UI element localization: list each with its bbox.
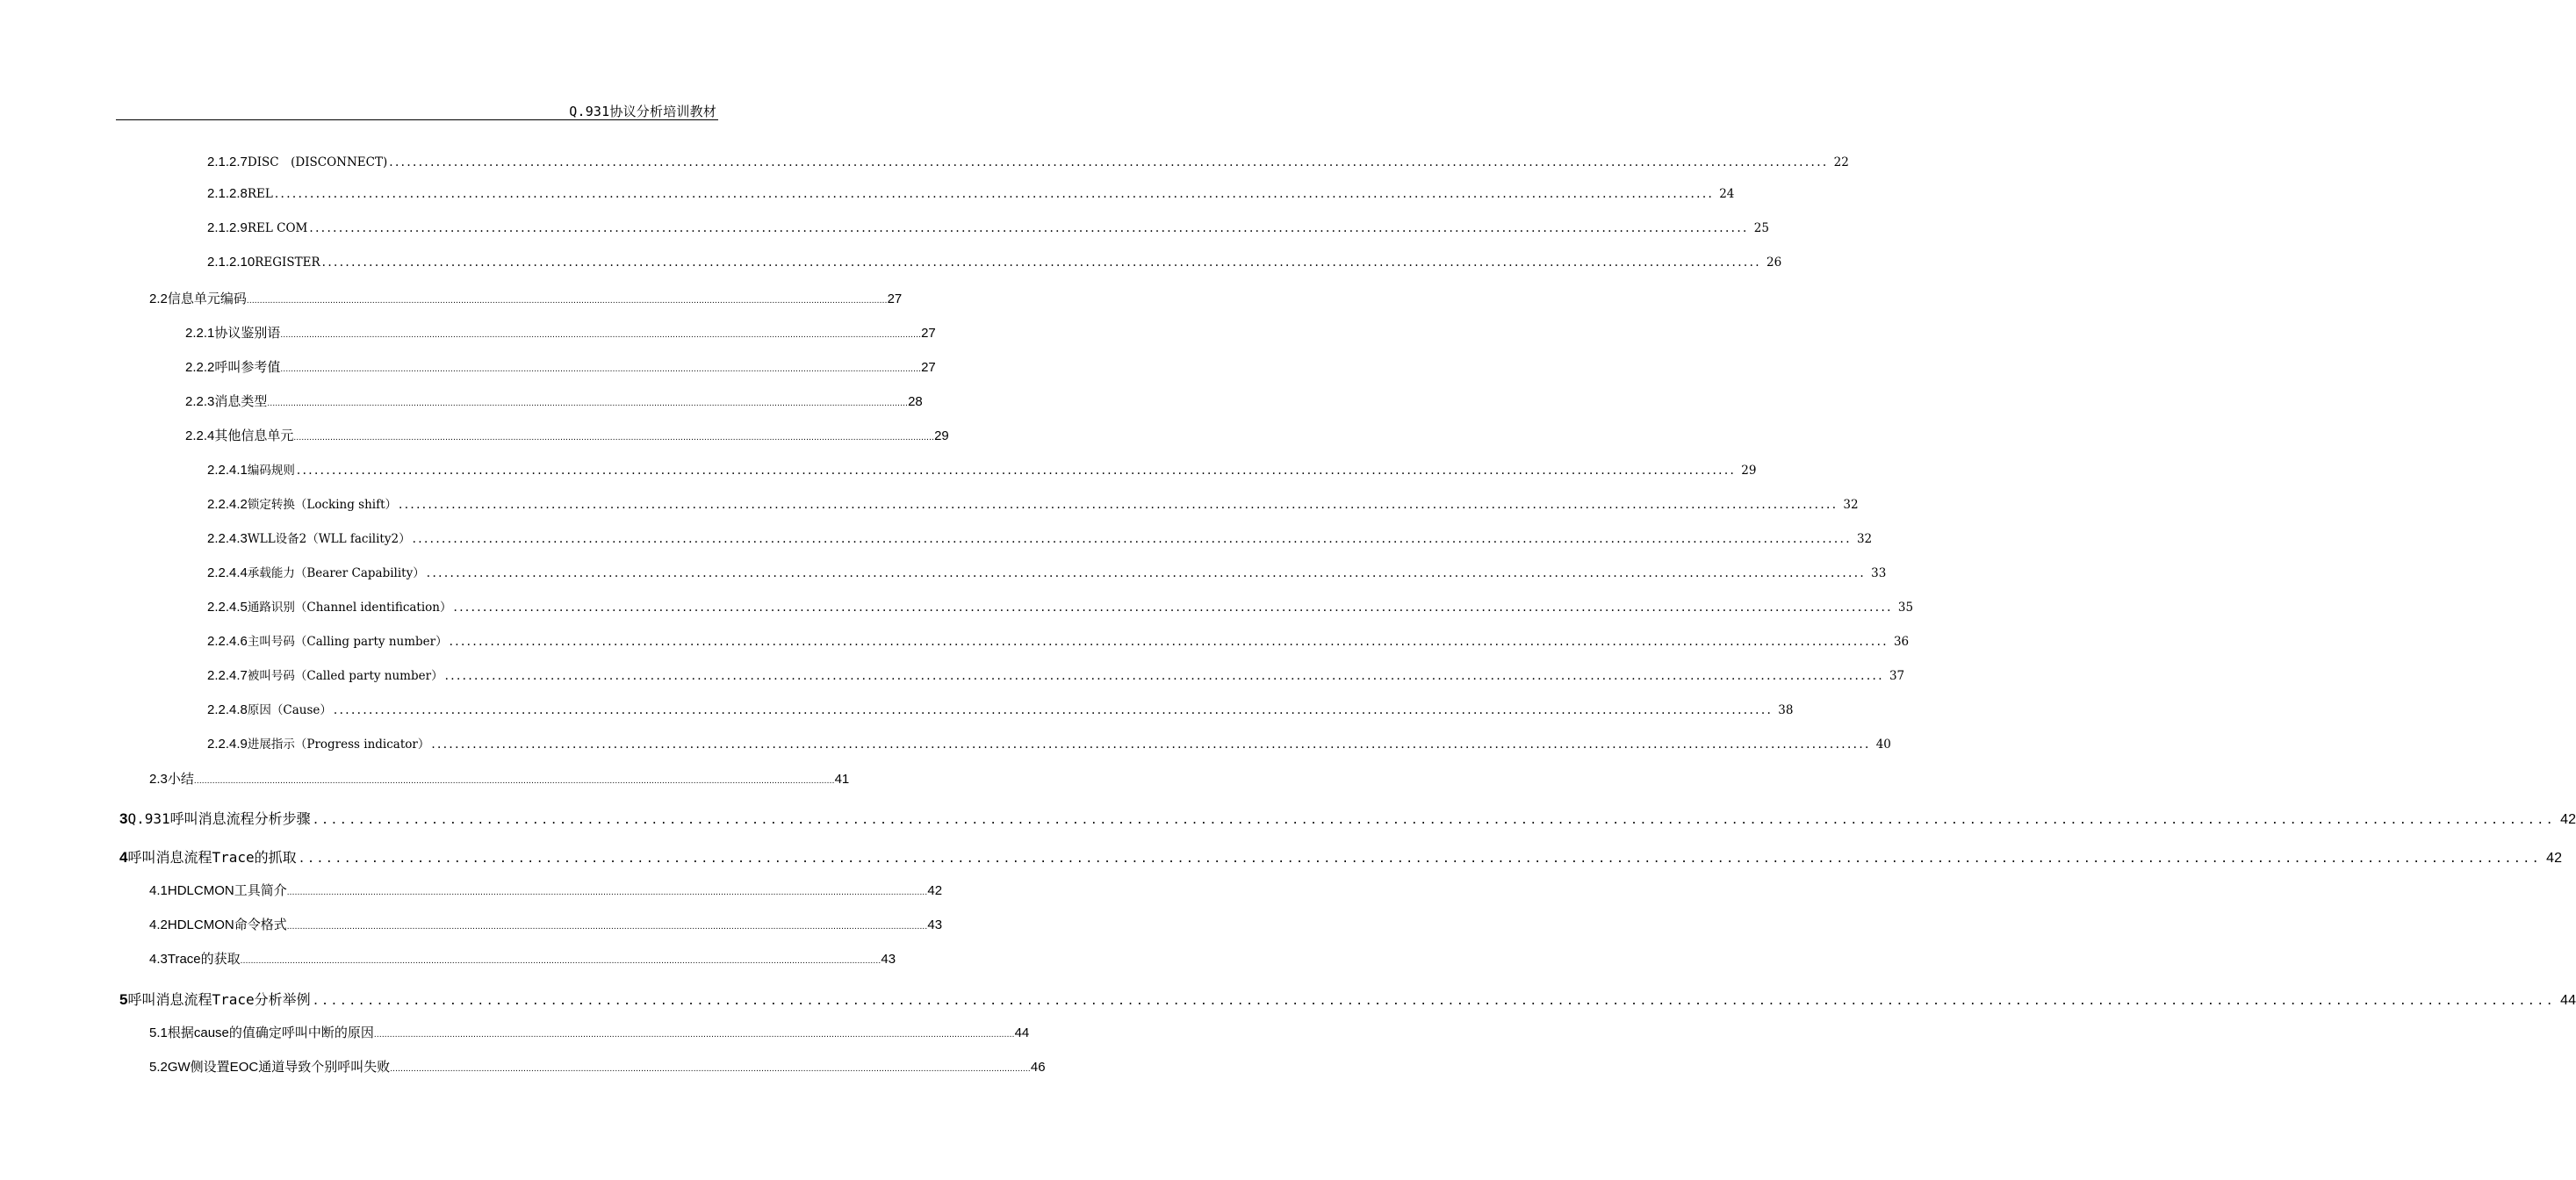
toc-entry-page: 44 <box>1014 1025 1030 1040</box>
toc-entry[interactable] <box>207 186 1735 207</box>
toc-entry[interactable] <box>149 915 943 936</box>
toc-entry[interactable] <box>185 392 923 413</box>
toc-leader-dots: ..................................................................................................................................................................................................................................................... <box>286 888 928 897</box>
toc-leader-dots: ..................................................................................................................................................................................................................................................... <box>399 498 1838 512</box>
toc-entry[interactable] <box>207 631 1910 652</box>
toc-entry-number: 4 <box>119 849 128 866</box>
toc-leader-dots: ..................................................................................................................................................................................................................................................... <box>373 1030 1015 1040</box>
toc-entry[interactable] <box>207 494 1859 515</box>
toc-entry-number: 3 <box>119 810 128 827</box>
toc-entry-number: 2.2.4.3 <box>207 531 248 546</box>
toc-entry-title: 其他信息单元 <box>214 428 294 443</box>
toc-entry-title: 消息类型 <box>214 394 268 409</box>
toc-entry-title: 信息单元编码 <box>167 291 247 306</box>
toc-leader-dots: ..................................................................................................................................................................................................................................................... <box>412 532 1852 546</box>
toc-entry[interactable] <box>207 563 1887 584</box>
toc-leader-dots: ..................................................................................................................................................................................................................................................... <box>246 296 888 306</box>
toc-entry-number: 2.1.2.8 <box>207 186 248 201</box>
toc-entry-title: 承载能力（Bearer Capability） <box>247 566 425 580</box>
toc-entry-number: 2.1.2.7 <box>207 155 248 169</box>
toc-entry-title: GW侧设置EOC通道导致个别呼叫失败 <box>167 1060 391 1075</box>
toc-entry-page: 27 <box>921 360 936 375</box>
toc-entry-number: 2.2.2 <box>185 360 215 375</box>
toc-leader-dots: ..................................................................................................................................................................................................................................................... <box>333 703 1774 717</box>
toc-entry-title: 呼叫消息流程Trace的抓取 <box>127 849 297 866</box>
toc-entry-title: Trace的获取 <box>167 952 241 967</box>
toc-entry[interactable] <box>149 1057 1046 1078</box>
toc-entry-page: 46 <box>1030 1060 1046 1075</box>
toc-entry-page: 44 <box>2560 993 2576 1008</box>
toc-entry-page: 37 <box>1889 669 1905 683</box>
toc-leader-dots: ..................................................................................................................................................................................................................................................... <box>267 399 909 408</box>
toc-entry-title: 小结 <box>167 772 194 787</box>
toc-entry-number: 5.1 <box>149 1025 168 1040</box>
toc-entry-number: 2.2 <box>149 291 168 306</box>
toc-entry-page: 33 <box>1871 566 1887 580</box>
toc-entry-title: 通路识别（Channel identification） <box>247 601 452 615</box>
toc-entry[interactable] <box>207 220 1769 241</box>
toc-entry-number: 2.2.1 <box>185 326 215 341</box>
toc-entry-title: WLL设备2（WLL facility2） <box>247 532 411 546</box>
toc-leader-dots: ..................................................................................................................................................................................................................................................... <box>296 464 1737 478</box>
toc-entry-number: 2.2.4.7 <box>207 668 248 683</box>
toc-entry-number: 2.2.4 <box>185 428 215 443</box>
toc-leader-dots: ..................................................................................................................................................................................................................................................... <box>390 1064 1031 1074</box>
toc-chapter-entry[interactable] <box>119 989 2576 1010</box>
toc-entry-page: 42 <box>927 883 943 898</box>
toc-leader-dots: ..................................................................................................................................................................................................................................................... <box>286 922 928 932</box>
toc-entry-title: 协议鉴别语 <box>214 326 281 341</box>
toc-leader-dots: ..................................................................................................................................................................................................................................................... <box>389 155 1829 169</box>
toc-entry[interactable] <box>207 460 1757 481</box>
toc-entry-title: 原因（Cause） <box>247 703 332 717</box>
toc-leader-dots: ..................................................................................................................................................................................................................................................... <box>293 433 935 442</box>
toc-entry-number: 4.2 <box>149 917 168 932</box>
toc-entry-page: 24 <box>1719 187 1735 201</box>
toc-entry-page: 42 <box>2546 851 2562 866</box>
header-rule <box>116 119 718 120</box>
toc-entry[interactable] <box>207 152 1849 173</box>
toc-entry-page: 35 <box>1897 601 1914 615</box>
toc-leader-dots: ..................................................................................................................................................................................................................................................... <box>280 330 922 340</box>
toc-entry-number: 2.2.4.5 <box>207 600 248 615</box>
toc-entry-title: 锁定转换（Locking shift） <box>247 498 398 512</box>
toc-leader-dots: ..................................................................................................................................................................................................................................................... <box>431 738 1871 752</box>
toc-entry[interactable] <box>185 323 936 344</box>
toc-entry[interactable] <box>185 426 949 447</box>
toc-entry-title: HDLCMON工具简介 <box>167 883 287 898</box>
toc-leader-dots: ..................................................................................................................................................................................................................................................... <box>453 601 1893 615</box>
toc-entry[interactable] <box>207 529 1873 550</box>
toc-leader-dots: ..................................................................................................................................................................................................................................................... <box>312 814 2556 827</box>
toc-leader-dots: ..................................................................................................................................................................................................................................................... <box>321 255 1761 270</box>
toc-entry-title: REGISTER <box>255 255 320 270</box>
toc-entry-number: 4.1 <box>149 883 168 898</box>
toc-leader-dots: ..................................................................................................................................................................................................................................................... <box>449 635 1889 649</box>
toc-leader-dots: ..................................................................................................................................................................................................................................................... <box>280 364 922 374</box>
toc-entry-page: 36 <box>1893 635 1910 649</box>
toc-leader-dots: ..................................................................................................................................................................................................................................................... <box>240 956 881 966</box>
toc-entry-page: 43 <box>881 952 896 967</box>
toc-entry[interactable] <box>207 734 1891 755</box>
toc-entry-title: HDLCMON命令格式 <box>167 917 287 932</box>
toc-entry-page: 25 <box>1753 221 1769 235</box>
toc-entry-page: 32 <box>1856 532 1873 546</box>
toc-chapter-entry[interactable] <box>119 846 2562 867</box>
toc-leader-dots: ..................................................................................................................................................................................................................................................... <box>444 669 1884 683</box>
toc-entry-page: 29 <box>934 428 949 443</box>
toc-entry-number: 2.2.4.2 <box>207 497 248 512</box>
toc-entry-title: 主叫号码（Calling party number） <box>247 635 448 649</box>
toc-leader-dots: ..................................................................................................................................................................................................................................................... <box>193 776 835 786</box>
toc-entry-title: 呼叫消息流程Trace分析举例 <box>127 991 311 1008</box>
toc-leader-dots: ..................................................................................................................................................................................................................................................... <box>309 221 1749 235</box>
toc-entry-number: 2.2.4.8 <box>207 702 248 717</box>
toc-entry-page: 40 <box>1875 738 1891 752</box>
toc-entry-title: 根据cause的值确定呼叫中断的原因 <box>167 1025 374 1040</box>
toc-entry-number: 2.2.4.9 <box>207 737 248 752</box>
toc-entry[interactable] <box>207 597 1914 618</box>
toc-entry-page: 41 <box>834 772 850 787</box>
toc-leader-dots: ..................................................................................................................................................................................................................................................... <box>274 187 1715 201</box>
toc-entry-title: 被叫号码（Called party number） <box>247 669 443 683</box>
toc-entry-page: 27 <box>921 326 936 341</box>
toc-entry-page: 26 <box>1767 255 1782 270</box>
toc-entry[interactable] <box>207 666 1905 687</box>
toc-entry-number: 2.1.2.10 <box>207 255 255 270</box>
toc-entry-number: 2.2.4.4 <box>207 565 248 580</box>
toc-entry-title: 编码规则 <box>247 464 295 478</box>
toc-entry-page: 42 <box>2560 812 2576 827</box>
toc-entry-title: DISC (DISCONNECT) <box>247 155 388 169</box>
toc-entry[interactable] <box>207 700 1794 721</box>
toc-entry-title: 呼叫参考值 <box>214 360 281 375</box>
toc-entry-number: 5.2 <box>149 1060 168 1075</box>
toc-entry-number: 5 <box>119 991 128 1008</box>
toc-entry[interactable] <box>149 949 896 970</box>
toc-chapter-entry[interactable] <box>119 808 2576 829</box>
toc-entry[interactable] <box>207 255 1782 276</box>
toc-entry-page: 22 <box>1833 155 1849 169</box>
toc-entry[interactable] <box>149 1023 1030 1044</box>
toc-entry-title: Q.931呼叫消息流程分析步骤 <box>127 810 311 827</box>
toc-entry[interactable] <box>149 881 943 902</box>
toc-entry-number: 4.3 <box>149 952 168 967</box>
toc-entry-page: 43 <box>927 917 943 932</box>
toc-entry-title: 进展指示（Progress indicator） <box>247 738 430 752</box>
toc-entry-title: REL COM <box>247 221 308 235</box>
toc-leader-dots: ..................................................................................................................................................................................................................................................... <box>312 995 2556 1008</box>
toc-leader-dots: ..................................................................................................................................................................................................................................................... <box>426 566 1867 580</box>
toc-entry-number: 2.1.2.9 <box>207 220 248 235</box>
toc-entry[interactable] <box>149 769 850 790</box>
toc-entry-number: 2.2.4.6 <box>207 634 248 649</box>
toc-entry[interactable] <box>185 357 936 378</box>
toc-entry-number: 2.2.4.1 <box>207 463 248 478</box>
toc-entry-page: 32 <box>1843 498 1859 512</box>
toc-entry[interactable] <box>149 289 903 310</box>
toc-entry-number: 2.2.3 <box>185 394 215 409</box>
toc-entry-title: REL <box>247 187 273 201</box>
toc-entry-page: 38 <box>1778 703 1794 717</box>
toc-entry-page: 29 <box>1741 464 1757 478</box>
toc-entry-page: 28 <box>908 394 923 409</box>
toc-entry-page: 27 <box>887 291 903 306</box>
toc-entry-number: 2.3 <box>149 772 168 787</box>
toc-leader-dots: ..................................................................................................................................................................................................................................................... <box>298 853 2542 866</box>
running-header-title: Q.931协议分析培训教材 <box>569 104 716 119</box>
